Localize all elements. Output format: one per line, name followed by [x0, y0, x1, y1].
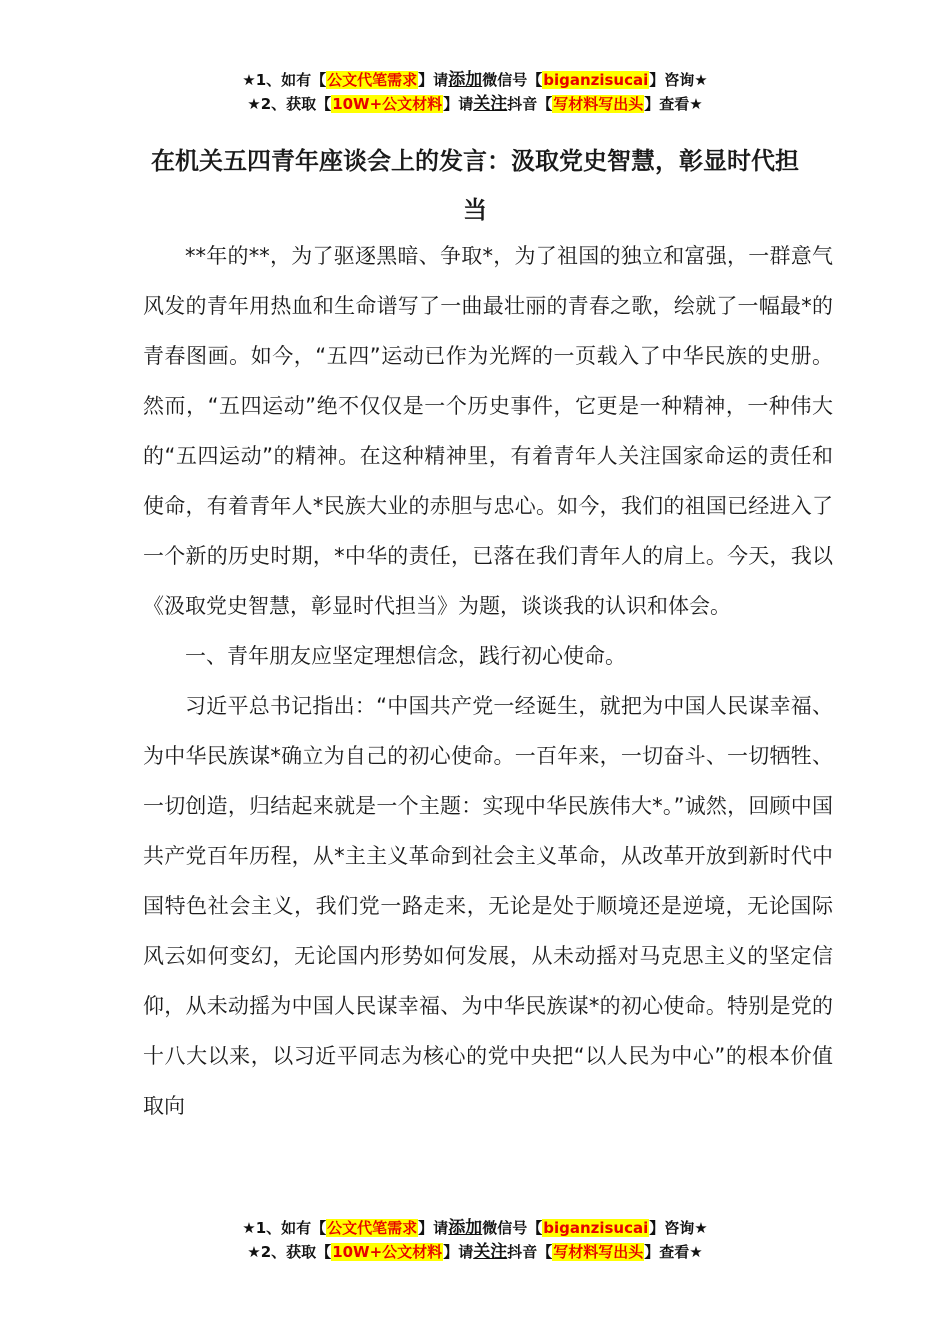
document-body [143, 231, 833, 1131]
section-heading-1: 一、青年朋友应坚定理想信念，践行初心使命。 [185, 644, 626, 668]
highlight-materials: 10W+公文材料 [332, 1243, 443, 1261]
highlight-materials: 10W+公文材料 [332, 95, 443, 113]
header-banner [0, 68, 950, 116]
footer-banner [0, 1216, 950, 1264]
highlight-wechat-id: biganzisucai [543, 71, 649, 89]
document-title: 在机关五四青年座谈会上的发言：汲取党史智慧，彰显时代担当 [151, 147, 799, 224]
banner-line-1: ★1、如有【公文代笔需求】请添加微信号【biganzisucai】咨询★ [242, 70, 708, 90]
paragraph-section-1: 习近平总书记指出：“中国共产党一经诞生，就把为中国人民谋幸福、为中华民族谋*确立为自己的初心使命。一百年来，一切奋斗、一切牺牲、一切创造，归结起来就是一个主题：实现中华民族伟大*。”诚然，回顾中国共产党百年历程，从*主主义革命到社会主义革命，从改革开放到新时代中国特色社会主义，我们党一路走来，无论是处于顺境还是逆境，无论国际风云如何变幻，无论国内形势如何发展，从未动摇对马克思主义的坚定信仰，从未动摇为中国人民谋幸福、为中华民族谋*的初心使命。特别是党的十八大以来，以习近平同志为核心的党中央把“以人民为中心”的根本价值取向 [143, 694, 833, 1118]
highlight-wechat-id: biganzisucai [543, 1219, 649, 1237]
highlight-service: 公文代笔需求 [327, 71, 418, 89]
highlight-douyin: 写材料写出头 [553, 1243, 644, 1261]
banner-line-2: ★2、获取【10W+公文材料】请关注抖音【写材料写出头】查看★ [247, 94, 703, 114]
highlight-douyin: 写材料写出头 [553, 95, 644, 113]
banner-line-2: ★2、获取【10W+公文材料】请关注抖音【写材料写出头】查看★ [247, 1242, 703, 1262]
paragraph-intro: **年的**，为了驱逐黑暗、争取*，为了祖国的独立和富强，一群意气风发的青年用热血和生命谱写了一曲最壮丽的青春之歌，绘就了一幅最*的青春图画。如今，“五四”运动已作为光辉的一页载入了中华民族的史册。然而，“五四运动”绝不仅仅是一个历史事件，它更是一种精神，一种伟大的“五四运动”的精神。在这种精神里，有着青年人关注国家命运的责任和使命，有着青年人*民族大业的赤胆与忠心。如今，我们的祖国已经进入了一个新的历史时期，*中华的责任，已落在我们青年人的肩上。今天，我以《汲取党史智慧，彰显时代担当》为题，谈谈我的认识和体会。 [143, 244, 833, 618]
banner-line-1: ★1、如有【公文代笔需求】请添加微信号【biganzisucai】咨询★ [242, 1218, 708, 1238]
highlight-service: 公文代笔需求 [327, 1219, 418, 1237]
